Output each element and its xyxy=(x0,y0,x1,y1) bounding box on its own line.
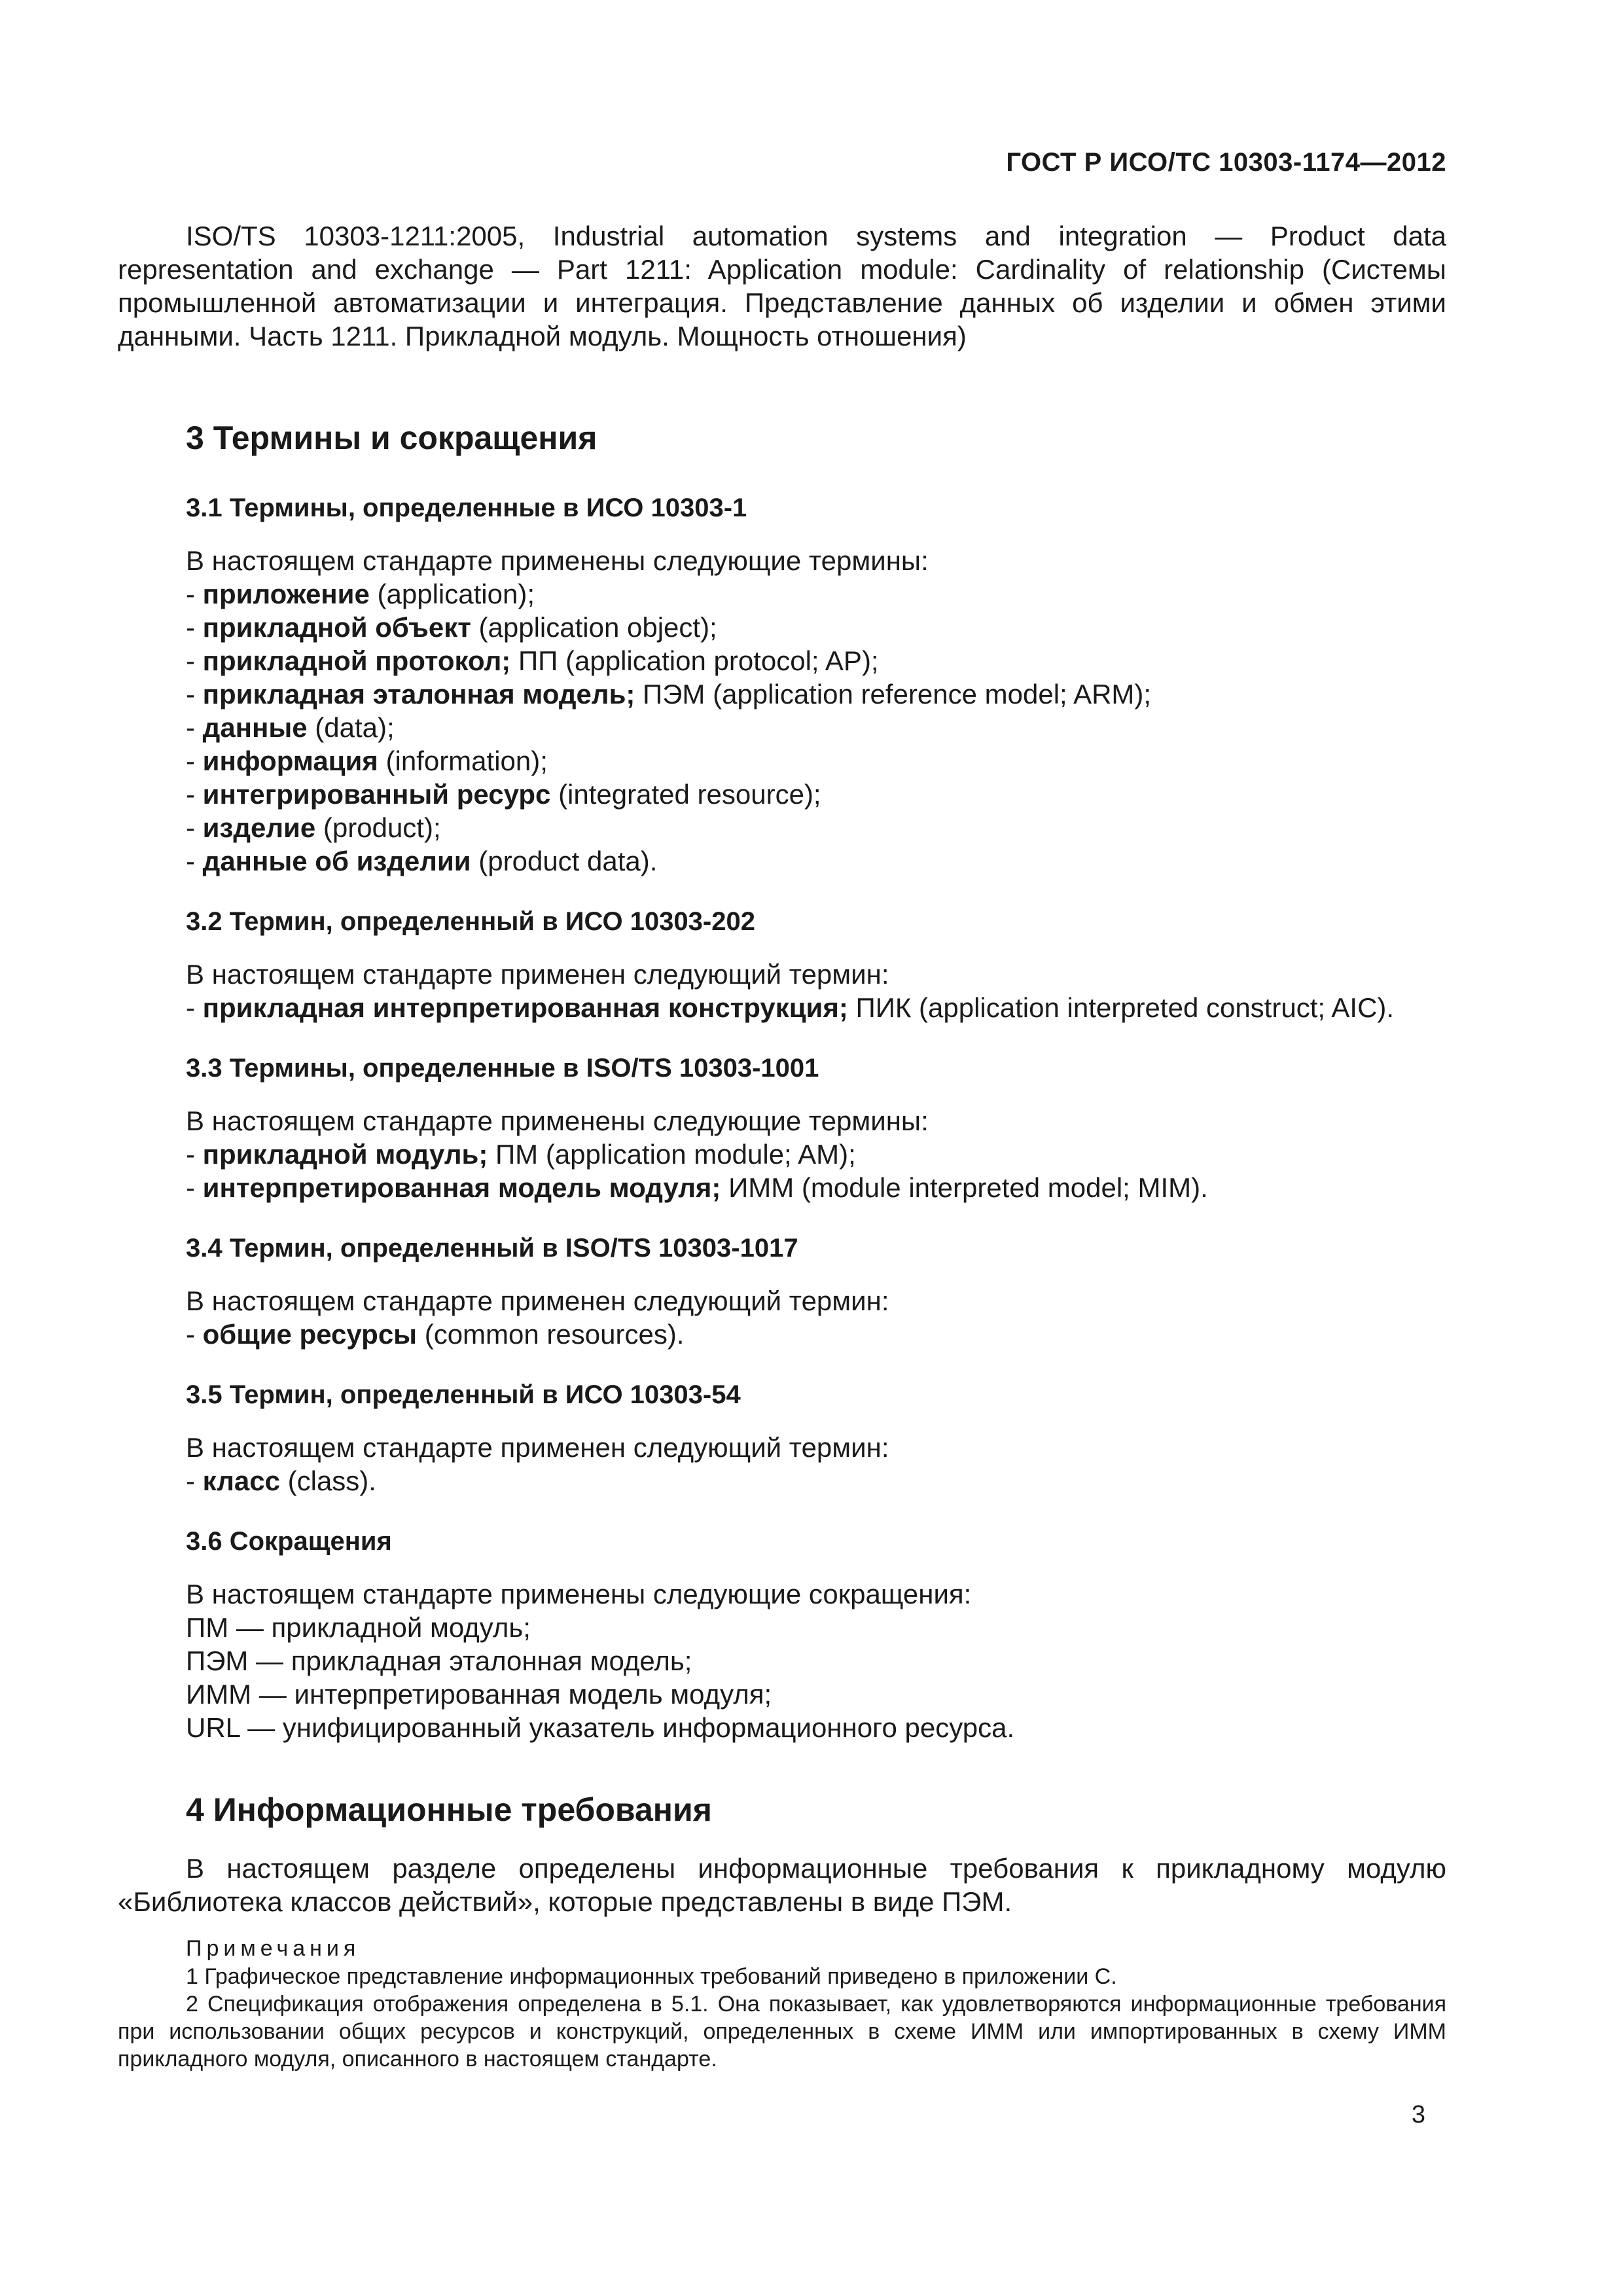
page-body xyxy=(118,219,1446,2073)
section-4-paragraph: В настоящем разделе определены информационные требования к прикладному модулю «Библиотека классов действий», которые представлены в виде ПЭМ. xyxy=(118,1853,1446,1917)
subsection-intro: В настоящем стандарте применены следующие термины: xyxy=(186,1105,929,1136)
term-item: - прикладная интерпретированная конструкция; ПИК (application interpreted construct; AIC). xyxy=(186,992,1395,1023)
term-item: - прикладная эталонная модель; ПЭМ (application reference model; ARM); xyxy=(186,679,1152,709)
term-name: прикладная интерпретированная конструкция; xyxy=(202,992,848,1023)
term-item: - данные об изделии (product data). xyxy=(186,846,658,876)
term-item: - прикладной модуль; ПМ (application module; AM); xyxy=(186,1139,856,1170)
term-name: интегрированный ресурс xyxy=(202,779,551,810)
notes-title: Примечания xyxy=(186,1936,361,1961)
term-translation: (information); xyxy=(378,745,548,776)
term-name: данные об изделии xyxy=(202,846,471,876)
subsection-intro: В настоящем стандарте применены следующие термины: xyxy=(186,545,929,576)
term-item: - интегрированный ресурс (integrated resource); xyxy=(186,779,821,810)
abbreviation-item: ИММ — интерпретированная модель модуля; xyxy=(186,1679,772,1710)
subsection-3-4-body xyxy=(186,1284,1446,1351)
page-number: 3 xyxy=(1411,2101,1425,2128)
note-1: 1 Графическое представление информационных требований приведено в приложении С. xyxy=(186,1964,1117,1989)
term-translation: (application); xyxy=(369,579,535,609)
term-translation: ИММ (module interpreted model; MIM). xyxy=(721,1172,1208,1203)
term-translation: (data); xyxy=(307,712,395,743)
abbreviation-item: ПЭМ — прикладная эталонная модель; xyxy=(186,1645,692,1676)
term-translation: ПП (application protocol; AP); xyxy=(510,645,879,676)
subsection-3-3-title: 3.3 Термины, определенные в ISO/TS 10303-1001 xyxy=(186,1054,819,1083)
term-translation: (product); xyxy=(315,812,441,843)
term-translation: (integrated resource); xyxy=(550,779,821,810)
subsection-3-5-body xyxy=(186,1431,1446,1498)
subsection-3-5-title: 3.5 Термин, определенный в ИСО 10303-54 xyxy=(186,1380,741,1409)
abbreviation-item: URL — унифицированный указатель информационного ресурса. xyxy=(186,1712,1015,1743)
term-item: - класс (class). xyxy=(186,1465,376,1496)
term-translation: (product data). xyxy=(471,846,658,876)
term-name: прикладная эталонная модель; xyxy=(202,679,635,709)
subsection-3-4-title: 3.4 Термин, определенный в ISO/TS 10303-1017 xyxy=(186,1234,798,1263)
subsection-3-6-title: 3.6 Сокращения xyxy=(186,1527,392,1556)
term-item: - данные (data); xyxy=(186,712,395,743)
term-translation: (application object); xyxy=(471,612,717,643)
section-3-title: 3 Термины и сокращения xyxy=(186,420,597,456)
term-name: интерпретированная модель модуля; xyxy=(202,1172,721,1203)
term-name: класс xyxy=(202,1465,280,1496)
term-item: - прикладной протокол; ПП (application protocol; AP); xyxy=(186,645,879,676)
term-translation: ПМ (application module; AM); xyxy=(488,1139,856,1170)
abbreviation-item: ПМ — прикладной модуль; xyxy=(186,1612,531,1643)
term-name: прикладной протокол; xyxy=(202,645,511,676)
term-item: - прикладной объект (application object); xyxy=(186,612,717,643)
term-item: - интерпретированная модель модуля; ИММ (module interpreted model; MIM). xyxy=(186,1172,1208,1203)
term-name: прикладной модуль; xyxy=(202,1139,488,1170)
subsection-intro: В настоящем стандарте применен следующий термин: xyxy=(186,1285,889,1316)
subsection-3-2-title: 3.2 Термин, определенный в ИСО 10303-202 xyxy=(186,907,755,936)
term-translation: (class). xyxy=(279,1465,376,1496)
subsection-intro: В настоящем стандарте применен следующий термин: xyxy=(186,959,889,990)
term-item: - информация (information); xyxy=(186,745,548,776)
term-translation: (common resources). xyxy=(417,1319,685,1350)
document-header: ГОСТ Р ИСО/ТС 10303-1174—2012 xyxy=(1006,148,1446,177)
subsection-3-6-body xyxy=(186,1577,1446,1744)
term-name: прикладной объект xyxy=(202,612,471,643)
term-item: - приложение (application); xyxy=(186,579,535,609)
subsection-3-1-title: 3.1 Термины, определенные в ИСО 10303-1 xyxy=(186,493,747,522)
subsection-3-1-body xyxy=(186,544,1446,878)
term-name: информация xyxy=(202,745,378,776)
subsection-3-2-body xyxy=(186,958,1446,1024)
term-translation: ПЭМ (application reference model; ARM); xyxy=(635,679,1152,709)
term-name: изделие xyxy=(202,812,316,843)
term-item: - изделие (product); xyxy=(186,812,441,843)
section-4-title: 4 Информационные требования xyxy=(186,1791,712,1828)
term-name: данные xyxy=(202,712,308,743)
term-item: - общие ресурсы (common resources). xyxy=(186,1319,685,1350)
subsection-intro: В настоящем стандарте применены следующие сокращения: xyxy=(186,1579,972,1609)
subsection-3-3-body xyxy=(186,1104,1446,1204)
term-name: приложение xyxy=(202,579,370,609)
intro-paragraph: ISO/TS 10303-1211:2005, Industrial automation systems and integration — Product data representation and exchange — Part 1211: Application module: Cardinality of relationship (Системы промышленной автоматизации и интеграция. Представление данных об изделии и обмен этими данными. Часть 1211. Прикладной модуль. Мощность отношения) xyxy=(118,221,1446,351)
note-2: 2 Спецификация отображения определена в 5.1. Она показывает, как удовлетворяются информационные требования при использовании общих ресурсов и конструкций, определенных в схеме ИММ или импортированных в схему ИММ прикладного модуля, описанного в настоящем стандарте. xyxy=(118,1992,1446,2072)
term-name: общие ресурсы xyxy=(202,1319,418,1350)
term-translation: ПИК (application interpreted construct; AIC). xyxy=(847,992,1395,1023)
subsection-intro: В настоящем стандарте применен следующий термин: xyxy=(186,1432,889,1463)
